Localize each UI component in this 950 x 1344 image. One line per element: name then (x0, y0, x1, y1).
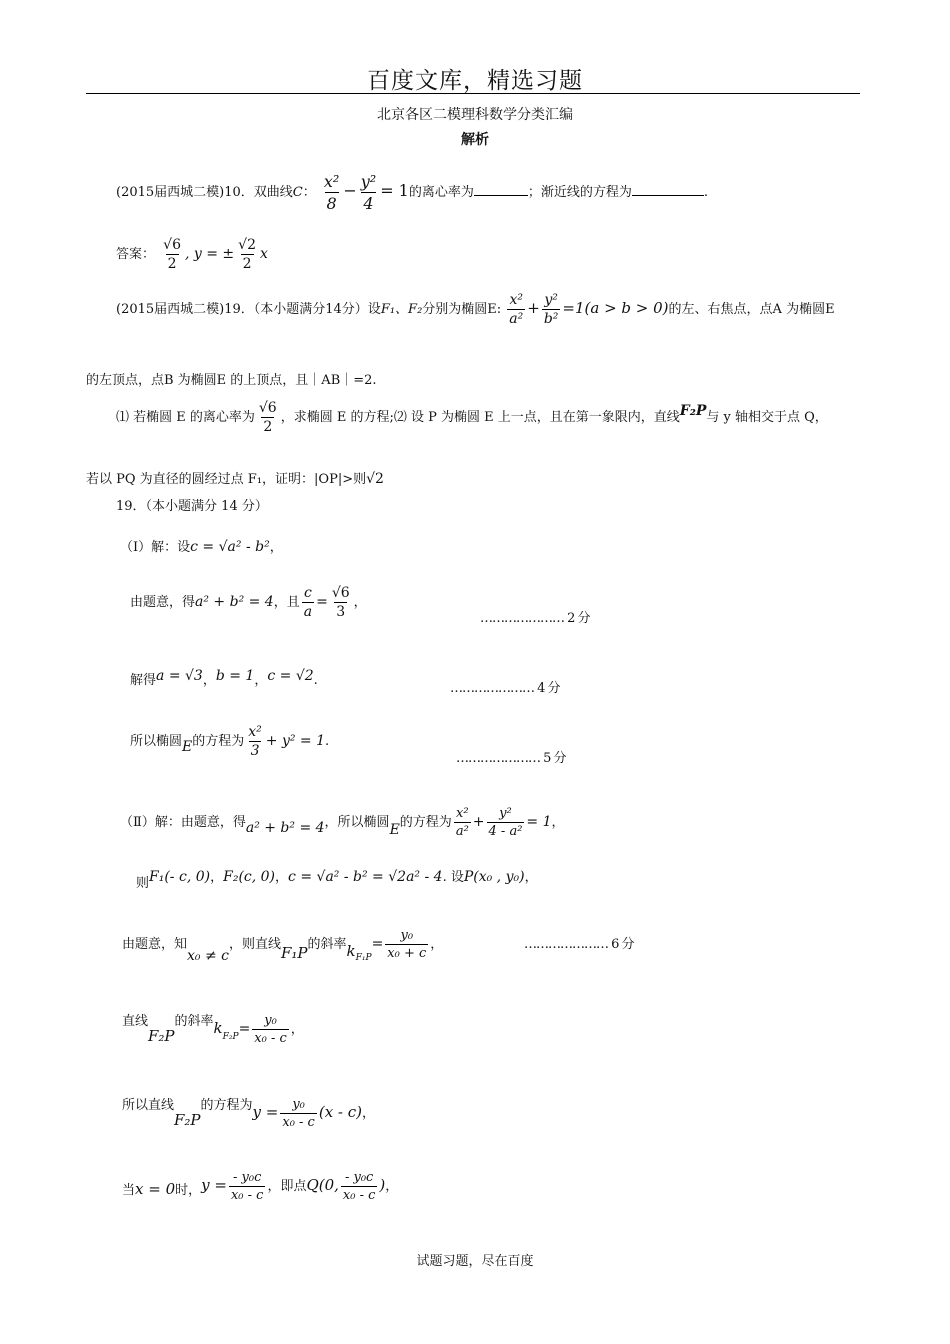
score-2: ………………… 2 分 (480, 611, 590, 626)
q10-frac-y: $\frac{\text{y²}}{4}$ (360, 172, 377, 213)
point-q-frac: $\frac{\text{- y₀c}}{\text{x₀ - c}}$ (342, 1170, 376, 1203)
part-ii-frac-x: $\frac{\text{x²}}{\text{a²}}$ (455, 806, 469, 839)
q10-minus: − (343, 181, 357, 200)
question-19-line2: 的左顶点，点B 为椭圆E 的上顶点，且｜AB｜=2. (86, 373, 377, 388)
q10-end: . (703, 185, 709, 200)
answer-10 (116, 237, 268, 272)
q10-mid: 的离心率为 (408, 185, 474, 200)
step-1-frac-ca: $\frac{c}{a}$ (303, 585, 313, 620)
score-4: ………………… 4 分 (450, 681, 560, 696)
q10-prefix: (2015届西城二模)10．双曲线 (116, 185, 293, 200)
answer-x: x (259, 246, 268, 262)
document-subtitle: 北京各区二模理科数学分类汇编 (377, 107, 573, 123)
question-19-parts: ⑴ 若椭圆 E 的离心率为 $\frac{√6}{2}$ ，求椭圆 E 的方程;⑵ 设 P 为椭圆 E 上一点，且在第一象限内，直线F₂P与 y 轴相交于点 Q， (116, 400, 828, 435)
banner-title: 百度文库，精选习题 (367, 68, 583, 94)
answer-blank-2 (632, 195, 704, 196)
slope-f1p-frac: $\frac{\text{y₀}}{\text{x₀ + c}}$ (387, 928, 427, 961)
q19-ecc-frac: $\frac{√6}{2}$ (258, 400, 277, 435)
q19-sqrt2: √2 (366, 471, 384, 487)
q19-rhs: =1(a > b > 0) (562, 299, 669, 317)
answer-frac-1: $\frac{√6}{2}$ (163, 237, 181, 272)
question-19-line4: 若以 PQ 为直径的圆经过点 F₁，证明：|OP|>则√2 (86, 471, 384, 487)
foci-line: 则F₁(- c, 0)，F₂(c, 0)，c = √a² - b² = √2a² - 4. 设P(x₀ , y₀)， (136, 869, 538, 891)
point-q-frac-y: $\frac{\text{- y₀c}}{\text{x₀ - c}}$ (230, 1170, 264, 1203)
step-3: 所以椭圆E的方程为 $\frac{\text{x²}}{3}$ + y² = 1. (130, 724, 330, 759)
q10-mid2: ；渐近线的方程为 (527, 185, 632, 200)
footer-text: 试题习题，尽在百度 (416, 1254, 534, 1269)
answer-blank-1 (474, 195, 528, 196)
part-i-eq: c = √a² - b² (190, 539, 270, 555)
q10-frac-x: $\frac{\text{x²}}{8}$ (323, 172, 340, 213)
score-6: ………………… 6 分 (524, 937, 634, 952)
answer-frac-2: $\frac{√2}{2}$ (238, 237, 256, 272)
slope-f1p-line: 由题意，知x₀ ≠ c，则直线F₁P的斜率$k_{F_1P}=$ $\frac{\text{y₀}}{\text{x₀ + c}}$ ， (122, 928, 444, 964)
answer-y: , y = ± (184, 246, 235, 262)
slope-f2p-frac: $\frac{\text{y₀}}{\text{x₀ - c}}$ (254, 1013, 287, 1046)
line-f2p-frac: $\frac{\text{y₀}}{\text{x₀ - c}}$ (282, 1097, 315, 1130)
q19-frac-x: $\frac{\text{x²}}{\text{a²}}$ (509, 292, 524, 327)
q19-f1f2: F₁、F₂ (380, 302, 423, 317)
q10-rhs: = 1 (380, 181, 409, 200)
score-5: ………………… 5 分 (456, 751, 566, 766)
slope-f2p-line: 直线F₂P的斜率$k_{F_2P}=$ $\frac{\text{y₀}}{\text{x₀ - c}}$ ， (122, 1013, 304, 1046)
step-3-frac: $\frac{\text{x²}}{3}$ (248, 724, 262, 759)
step-1-frac-sqrt6: $\frac{√6}{3}$ (331, 585, 350, 620)
q19-frac-y: $\frac{\text{y²}}{\text{b²}}$ (543, 292, 559, 327)
step-1: 由题意，得a² + b² = 4，且 $\frac{c}{a}$ = $\frac{√6}{3}$ ， (130, 585, 367, 620)
q19-mid: 分别为椭圆E: (422, 302, 502, 317)
part-ii-intro: （Ⅱ）解：由题意，得a² + b² = 4，所以椭圆E的方程为 $\frac{\text{x²}}{\text{a²}}$ + $\frac{\text{y²}}{\text{4 - a²}}$ = 1， (120, 806, 565, 839)
answer-label: 答案： (116, 247, 156, 262)
question-19-line1: (2015届西城二模)19．（本小题满分14分）设F₁、F₂分别为椭圆E: $\frac{\text{x²}}{\text{a²}}$ + $\frac{\text{y²}}{\text{b²}}$ =1(a > b > 0)的左、右焦点，点A 为椭圆E (116, 292, 835, 327)
q10-colon: ： (302, 185, 316, 200)
part-i-intro: （Ⅰ）解：设c = √a² - b²， (120, 539, 283, 555)
q10-var-c: C (292, 185, 303, 200)
section-heading: 解析 (461, 132, 489, 148)
q19-tail: 的左、右焦点，点A 为椭圆E (668, 302, 835, 317)
solution-title: 19．（本小题满分 14 分） (116, 499, 268, 514)
line-f2p-equation: 所以直线F₂P的方程为y = $\frac{\text{y₀}}{\text{x₀ - c}}$ (x - c)， (122, 1097, 376, 1130)
header-rule (86, 93, 860, 94)
q19-f2p: F₂P (679, 403, 707, 419)
q19-prefix: (2015届西城二模)19．（本小题满分14分）设 (116, 302, 381, 317)
step-2: 解得a = √3，b = 1，c = √2. (130, 668, 318, 688)
part-ii-frac-y: $\frac{\text{y²}}{\text{4 - a²}}$ (488, 806, 523, 839)
question-10 (116, 172, 708, 213)
point-q-line: 当x = 0时，y = $\frac{\text{- y₀c}}{\text{x₀ - c}}$ ，即点Q(0, $\frac{\text{- y₀c}}{\text{x₀ - c}}$ )， (122, 1170, 399, 1203)
